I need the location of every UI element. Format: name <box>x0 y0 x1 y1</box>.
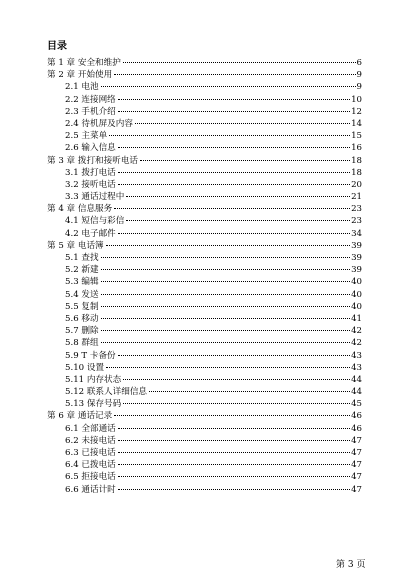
toc-entry[interactable] <box>47 289 362 301</box>
toc-entry-label: 2.4 待机屏及内容 <box>65 118 133 129</box>
dot-leader <box>101 269 350 270</box>
dot-leader <box>118 147 350 148</box>
toc-entry-page-number: 6 <box>356 58 362 68</box>
toc-entry-label: 5.7 删除 <box>65 326 99 337</box>
dot-leader <box>101 318 350 319</box>
toc-entry[interactable] <box>47 447 362 459</box>
dot-leader <box>109 135 350 136</box>
dot-leader <box>101 86 356 87</box>
toc-entry-page-number: 39 <box>351 265 362 276</box>
toc-entry-label: 第 1 章 安全和维护 <box>47 58 121 68</box>
dot-leader <box>101 330 350 331</box>
toc-entry-page-number: 21 <box>351 192 362 203</box>
toc-entry[interactable] <box>47 94 362 106</box>
toc-entry-page-number: 42 <box>351 326 362 337</box>
toc-entry-page-number: 44 <box>351 387 362 398</box>
dot-leader <box>118 355 350 356</box>
toc-entry[interactable] <box>47 252 362 264</box>
dot-leader <box>118 111 350 112</box>
toc-entry-label: 6.3 已接电话 <box>65 448 116 458</box>
toc-entry-label: 第 4 章 信息服务 <box>47 204 113 215</box>
dot-leader <box>118 233 350 234</box>
toc-entry-page-number: 34 <box>351 228 362 239</box>
toc-entry[interactable] <box>47 155 362 167</box>
toc-entry[interactable] <box>47 215 362 227</box>
toc-entry[interactable] <box>47 264 362 276</box>
toc-entry[interactable] <box>47 386 362 398</box>
toc-entry-page-number: 41 <box>351 313 362 324</box>
toc-entry-page-number: 23 <box>351 216 362 227</box>
dot-leader <box>126 196 350 197</box>
toc-entry-page-number: 18 <box>351 155 362 166</box>
toc-entry-page-number: 23 <box>351 204 362 215</box>
toc-entry[interactable] <box>47 142 362 154</box>
dot-leader <box>118 99 350 100</box>
toc-entry-label: 3.3 通话过程中 <box>65 192 125 203</box>
toc-entry-label: 6.5 拒接电话 <box>65 472 116 483</box>
toc-entry-page-number: 47 <box>351 460 362 471</box>
toc-entry-page-number: 40 <box>351 277 362 288</box>
dot-leader <box>101 257 350 258</box>
dot-leader <box>114 74 355 75</box>
toc-entry-label: 2.3 手机介绍 <box>65 106 116 117</box>
dot-leader <box>118 440 350 441</box>
toc-entry-label: 2.5 主菜单 <box>65 131 108 142</box>
dot-leader <box>118 452 350 453</box>
toc-entry[interactable] <box>47 81 362 93</box>
toc-entry-label: 6.4 已拨电话 <box>65 460 116 471</box>
toc-entry-label: 第 5 章 电话簿 <box>47 240 104 251</box>
toc-entry-page-number: 18 <box>351 167 362 178</box>
toc-entry-label: 3.2 接听电话 <box>65 179 116 190</box>
dot-leader <box>101 342 350 343</box>
toc-entry[interactable] <box>47 362 362 374</box>
toc-entry-label: 3.1 拨打电话 <box>65 167 116 178</box>
toc-entry-label: 5.13 保存号码 <box>65 399 122 410</box>
dot-leader <box>123 379 350 380</box>
dot-leader <box>114 415 350 416</box>
toc-entry[interactable] <box>47 167 362 179</box>
toc-entry[interactable] <box>47 471 362 483</box>
dot-leader <box>123 62 356 63</box>
toc-entry-page-number: 40 <box>351 301 362 312</box>
toc-entry-label: 5.3 编辑 <box>65 277 99 288</box>
toc-entry-page-number: 47 <box>351 484 362 495</box>
toc-entry-page-number: 12 <box>351 106 362 117</box>
toc-entry-page-number: 14 <box>351 118 362 129</box>
toc-entry-page-number: 9 <box>356 70 362 81</box>
toc-entry[interactable] <box>47 191 362 203</box>
page-number-footer: 第 3 页 <box>336 560 366 570</box>
toc-entry-page-number: 43 <box>351 362 362 373</box>
toc-entry-label: 5.1 查找 <box>65 253 99 263</box>
toc-entry-label: 2.2 连接网络 <box>65 94 116 105</box>
toc-entry-page-number: 15 <box>351 131 362 142</box>
toc-entry-page-number: 47 <box>351 435 362 446</box>
toc-entry-label: 6.6 通话计时 <box>65 484 116 495</box>
toc-entry-label: 5.11 内存状态 <box>65 374 122 385</box>
dot-leader <box>118 489 350 490</box>
toc-entry-label: 5.8 群组 <box>65 338 99 349</box>
toc-entry-page-number: 10 <box>351 94 362 105</box>
toc-entry[interactable] <box>47 350 362 362</box>
toc-entry[interactable] <box>47 435 362 447</box>
dot-leader <box>135 123 350 124</box>
dot-leader <box>106 367 350 368</box>
dot-leader <box>101 294 350 295</box>
toc-entry[interactable] <box>47 459 362 471</box>
toc-entry-label: 5.4 发送 <box>65 289 99 300</box>
dot-leader <box>118 428 350 429</box>
toc-entry-page-number: 16 <box>351 143 362 154</box>
toc-entry[interactable] <box>47 179 362 191</box>
toc-entry-page-number: 44 <box>351 374 362 385</box>
table-of-contents <box>47 57 362 496</box>
toc-entry-label: 4.1 短信与彩信 <box>65 216 125 227</box>
toc-entry-label: 5.6 移动 <box>65 313 99 324</box>
toc-entry[interactable] <box>47 484 362 496</box>
dot-leader <box>126 220 350 221</box>
toc-entry-page-number: 20 <box>351 179 362 190</box>
toc-entry-label: 2.1 电池 <box>65 82 99 93</box>
toc-entry-page-number: 47 <box>351 448 362 458</box>
toc-entry-label: 5.10 设置 <box>65 362 105 373</box>
toc-entry-label: 5.2 新建 <box>65 265 99 276</box>
toc-entry[interactable] <box>47 410 362 422</box>
toc-entry-label: 第 2 章 开始使用 <box>47 70 113 81</box>
toc-entry[interactable] <box>47 276 362 288</box>
toc-entry-label: 6.2 未接电话 <box>65 435 116 446</box>
toc-entry[interactable] <box>47 313 362 325</box>
toc-entry[interactable] <box>47 106 362 118</box>
toc-entry-page-number: 9 <box>356 82 362 93</box>
toc-entry-label: 4.2 电子邮件 <box>65 228 116 239</box>
dot-leader <box>101 306 350 307</box>
dot-leader <box>118 476 350 477</box>
dot-leader <box>149 391 350 392</box>
dot-leader <box>101 281 350 282</box>
toc-entry-page-number: 42 <box>351 338 362 349</box>
toc-entry[interactable] <box>47 240 362 252</box>
dot-leader <box>140 160 350 161</box>
toc-entry[interactable] <box>47 57 362 69</box>
toc-entry[interactable] <box>47 130 362 142</box>
toc-entry-label: 6.1 全部通话 <box>65 423 116 434</box>
toc-entry[interactable] <box>47 325 362 337</box>
toc-entry-page-number: 47 <box>351 472 362 483</box>
toc-entry-label: 5.5 复制 <box>65 301 99 312</box>
toc-entry-page-number: 40 <box>351 289 362 300</box>
toc-entry-label: 5.12 联系人详细信息 <box>65 387 148 398</box>
toc-entry[interactable] <box>47 228 362 240</box>
toc-entry-label: 第 6 章 通话记录 <box>47 411 113 422</box>
dot-leader <box>114 208 350 209</box>
toc-entry[interactable] <box>47 203 362 215</box>
toc-entry[interactable] <box>47 423 362 435</box>
toc-entry[interactable] <box>47 398 362 410</box>
toc-entry[interactable] <box>47 69 362 81</box>
toc-entry-page-number: 39 <box>351 253 362 263</box>
dot-leader <box>118 184 350 185</box>
toc-entry-page-number: 45 <box>351 399 362 410</box>
toc-entry-page-number: 46 <box>351 411 362 422</box>
toc-title: 目录 <box>47 41 67 52</box>
toc-entry[interactable] <box>47 301 362 313</box>
toc-entry-label: 第 3 章 拨打和接听电话 <box>47 155 139 166</box>
toc-entry[interactable] <box>47 374 362 386</box>
toc-entry-page-number: 46 <box>351 423 362 434</box>
toc-entry-label: 2.6 输入信息 <box>65 143 116 154</box>
dot-leader <box>118 464 350 465</box>
dot-leader <box>118 172 350 173</box>
toc-entry-page-number: 43 <box>351 350 362 361</box>
toc-entry[interactable] <box>47 337 362 349</box>
dot-leader <box>106 245 350 246</box>
toc-entry-label: 5.9 T 卡备份 <box>65 350 116 361</box>
toc-entry[interactable] <box>47 118 362 130</box>
toc-entry-page-number: 39 <box>351 240 362 251</box>
dot-leader <box>123 403 350 404</box>
